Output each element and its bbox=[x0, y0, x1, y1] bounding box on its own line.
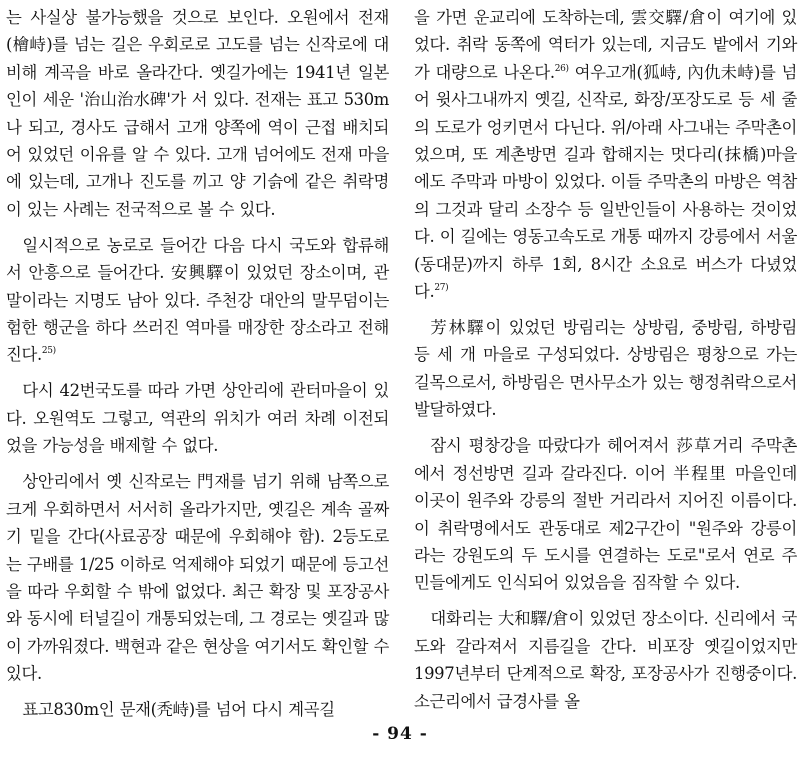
right-paragraph-3: 잠시 평창강을 따랐다가 헤어져서 莎草거리 주막촌에서 정선방면 길과 갈라진다. 이어 半程里 마을인데 이곳이 원주와 강릉의 절반 거리라서 지어진 이름이다. 이 취락명에서도 관동대로 제2구간이 "원주와 강릉이라는 강원도의 두 도시를 연결하는 도로"로서 연로 주민들에게도 인식되어 있었음을 짐작할 수 있다. bbox=[414, 436, 797, 593]
right-paragraph-2: 芳林驛이 있었던 방림리는 상방림, 중방림, 하방림 등 세 개 마을로 구성되었다. 상방림은 평창으로 가는 길목으로서, 하방림은 면사무소가 있는 행정취락으로서 발달하였다. bbox=[414, 318, 797, 420]
footnote-ref-27: 27) bbox=[434, 283, 449, 294]
left-paragraph-3: 다시 42번국도를 따라 가면 상안리에 관터마을이 있다. 오원역도 그렇고, 역관의 위치가 여러 차례 이전되었을 가능성을 배제할 수 없다. bbox=[6, 381, 389, 456]
footnote-ref-25: 25) bbox=[41, 346, 56, 357]
left-paragraph-2 bbox=[6, 232, 389, 369]
footnote-ref-26: 26) bbox=[554, 63, 569, 74]
left-paragraph-4: 상안리에서 옛 신작로는 門재를 넘기 위해 남쪽으로 크게 우회하면서 서서히 올라가지만, 옛길은 계속 골짜기 밑을 간다(사료공장 때문에 우회해야 함). 2등도로는 구배를 1/25 이하로 억제해야 되었기 때문에 등고선을 따라 우회할 수 밖에 없었다. 최근 확장 및 포장공사와 동시에 터널길이 개통되었는데, 그 경로는 옛길과 많이 가까워졌다. 백현과 같은 현상을 여기서도 확인할 수 있다. bbox=[6, 472, 390, 684]
left-column bbox=[6, 4, 389, 732]
left-paragraph-1: 는 사실상 불가능했을 것으로 보인다. 오원에서 전재(檜峙)를 넘는 길은 우회로로 고도를 넘는 신작로에 대비해 계곡을 바로 올라간다. 옛길가에는 1941년 일본인이 세운 '治山治水碑'가 서 있다. 전재는 표고 530m나 되고, 경사도 급해서 고개 양쪽에 역이 근접 배치되어 있었던 이유를 알 수 있다. 고개 넘어에도 전재 마을에 있는데, 고개나 진도를 끼고 양 기슭에 같은 취락명이 있는 사례는 전국적으로 볼 수 있다. bbox=[6, 8, 389, 219]
right-paragraph-1 bbox=[414, 4, 797, 305]
right-column bbox=[414, 4, 797, 724]
page-number: - 94 - bbox=[372, 724, 428, 744]
right-paragraph-1-text: 을 가면 운교리에 도착하는데, 雲交驛/倉이 여기에 있었다. 취락 동쪽에 역터가 있는데, 지금도 밭에서 기와가 대량으로 나온다. bbox=[414, 8, 797, 82]
left-paragraph-5: 표고830m인 문재(秃峙)를 넘어 다시 계곡길 bbox=[22, 700, 335, 720]
right-paragraph-1-text-2: 여우고개(狐峙, 內仇未峙)를 넘어 윗사그내까지 옛길, 신작로, 화장/포장도로 등 세 줄의 도로가 엉키면서 다닌다. 위/아래 사그내는 주막촌이었으며, 또 계촌방면 길과 합해지는 멋다리(抹橋)마을에도 주막과 마방이 있었다. 이들 주막촌의 마방은 역참의 그것과 달리 소장수 등 일반인들이 사용하는 것이었다. 이 길에는 영동고속도로 개통 때까지 강릉에서 서울(동대문)까지 하루 1회, 8시간 소요로 버스가 다녔었다. bbox=[414, 62, 798, 302]
left-paragraph-2-text: 일시적으로 농로로 들어간 다음 다시 국도와 합류해서 안흥으로 들어간다. 安興驛이 있었던 장소이며, 관말이라는 지명도 남아 있다. 주천강 대안의 말무덤이는 험한 행군을 하다 쓰러진 역마를 매장한 장소라고 전해진다. bbox=[6, 235, 389, 365]
right-paragraph-4: 대화리는 大和驛/倉이 있었던 장소이다. 신리에서 국도와 갈라져서 지름길을 간다. 비포장 옛길이었지만 1997년부터 단계적으로 확장, 포장공사가 진행중이다. 소근리에서 급경사를 올 bbox=[414, 609, 797, 711]
